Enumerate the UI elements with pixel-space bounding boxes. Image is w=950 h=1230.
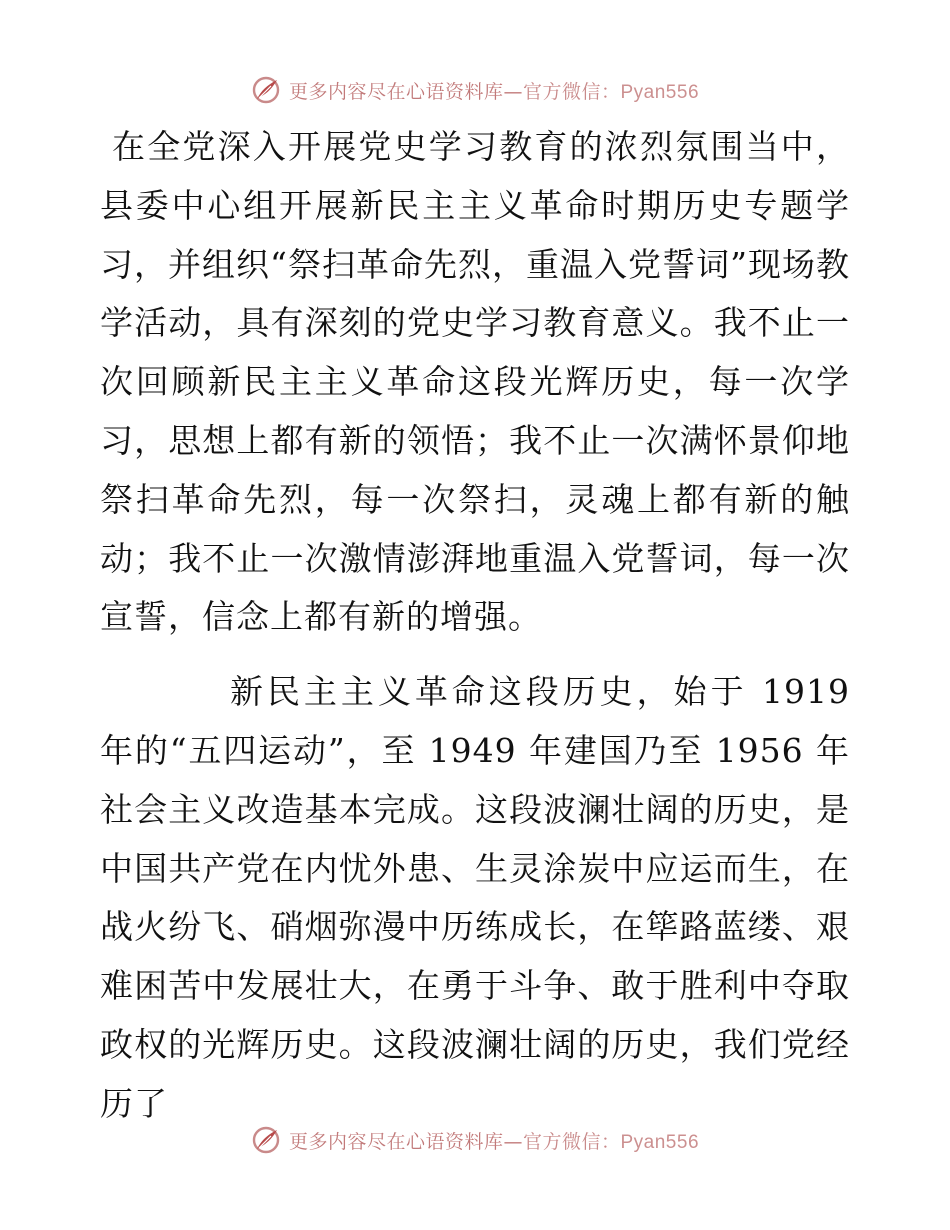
feather-pen-logo-icon — [251, 1125, 281, 1155]
footer-watermark — [0, 1122, 950, 1158]
wechat-id: Pyan556 — [620, 81, 700, 103]
wechat-id: Pyan556 — [620, 1131, 700, 1153]
watermark-text: 更多内容尽在心语资料库—官方微信：Pyan556 — [288, 1130, 700, 1153]
paragraph-1: 在全党深入开展党史学习教育的浓烈氛围当中，县委中心组开展新民主主义革命时期历史专题学习，并组织“祭扫革命先烈，重温入党誓词”现场教学活动，具有深刻的党史学习教育意义。我不止一次回顾新民主主义革命这段光辉历史，每一次学习，思想上都有新的领悟；我不止一次满怀景仰地祭扫革命先烈，每一次祭扫，灵魂上都有新的触动；我不止一次激情澎湃地重温入党誓词，每一次宣誓，信念上都有新的增强。 — [100, 127, 850, 637]
watermark-text: 更多内容尽在心语资料库—官方微信：Pyan556 — [288, 80, 700, 103]
document-body — [100, 118, 850, 1134]
feather-pen-logo-icon — [251, 75, 281, 105]
header-watermark — [0, 72, 950, 108]
paragraph-2: 新民主主义革命这段历史，始于 1919 年的“五四运动”，至 1949 年建国乃至 1956 年社会主义改造基本完成。这段波澜壮阔的历史，是中国共产党在内忧外患、生灵涂炭中应运而生，在战火纷飞、硝烟弥漫中历练成长，在筚路蓝缕、艰难困苦中发展壮大，在勇于斗争、敢于胜利中夺取政权的光辉历史。这段波澜壮阔的历史，我们党经历了 — [100, 672, 850, 1123]
